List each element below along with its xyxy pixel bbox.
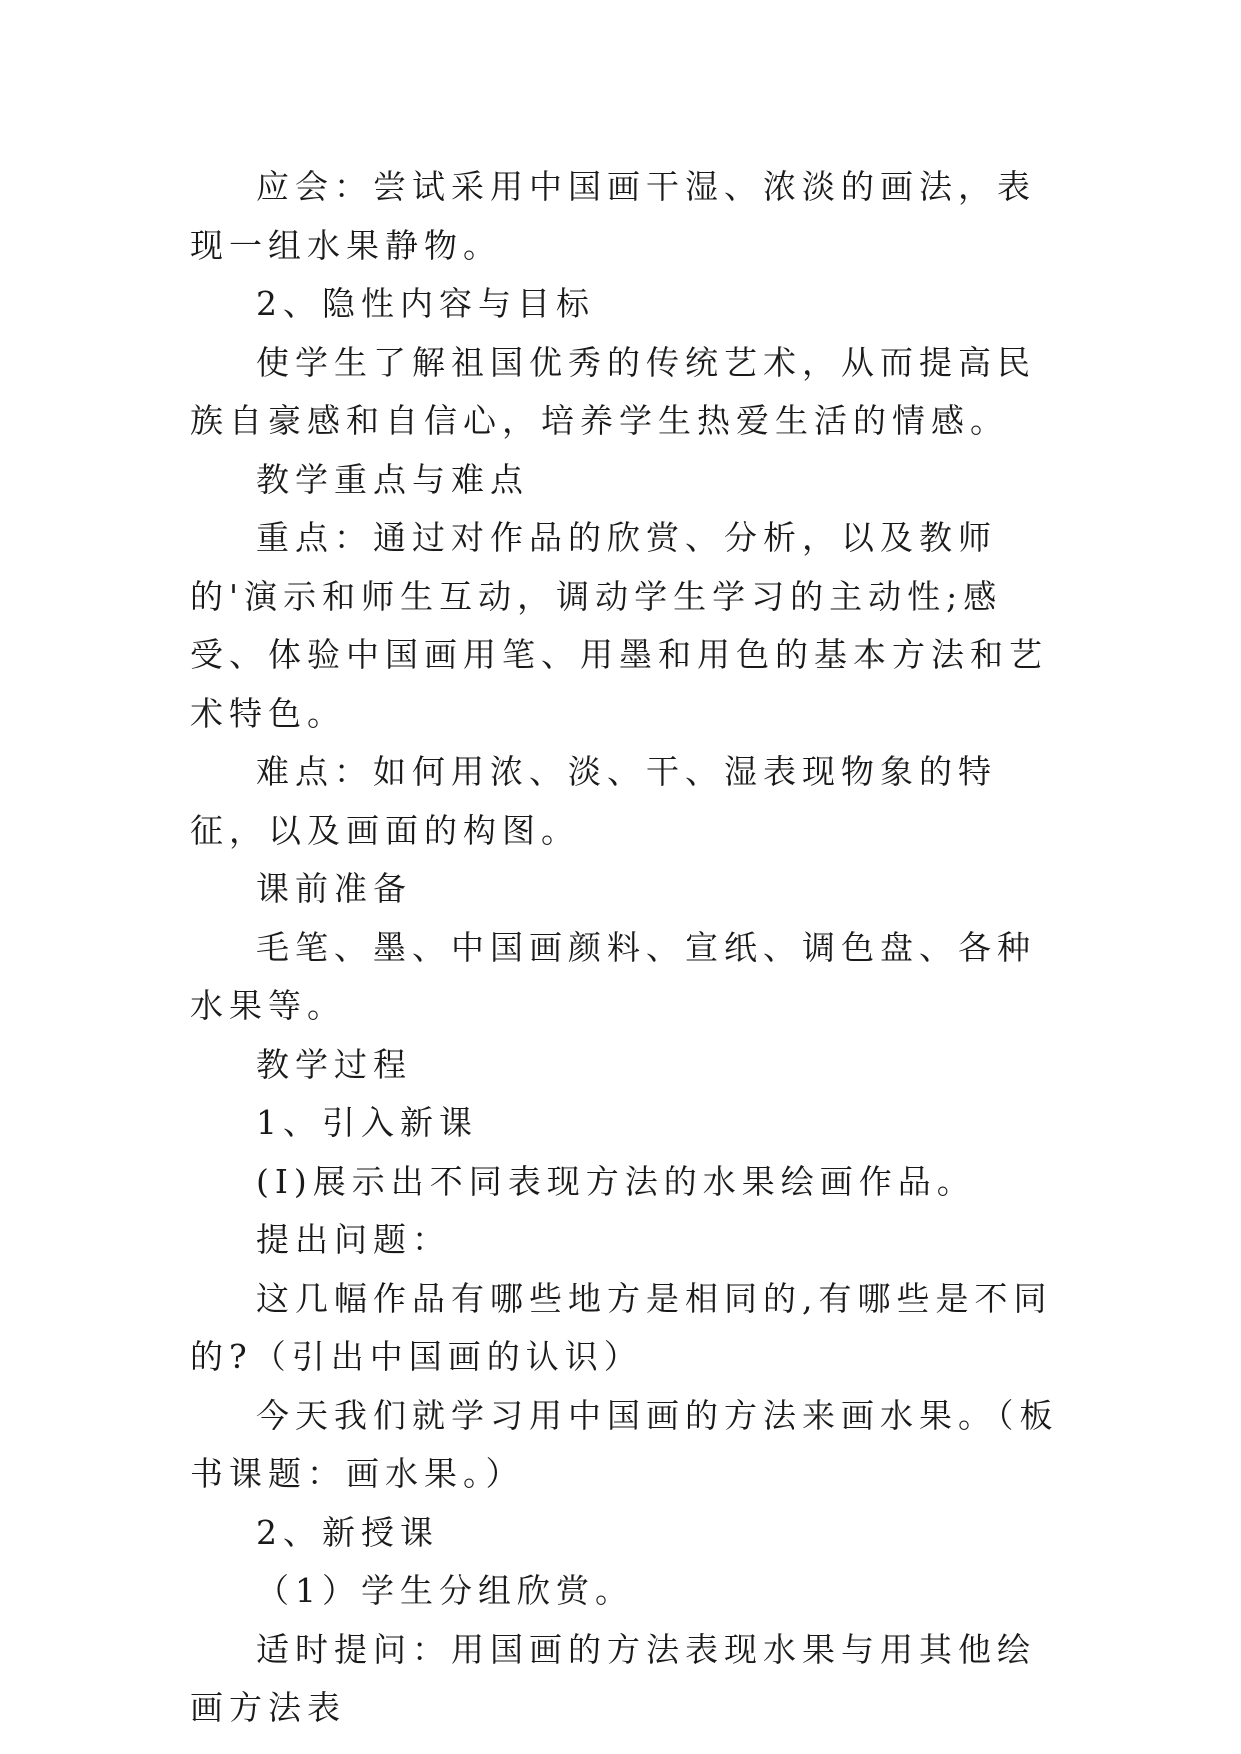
- paragraph-12: 提出问题：: [256, 1220, 451, 1259]
- paragraph-16: （1）学生分组欣赏。: [256, 1571, 634, 1610]
- paragraph-11: (I)展示出不同表现方法的水果绘画作品。: [256, 1161, 976, 1201]
- paragraph-15: 2、新授课: [256, 1512, 439, 1552]
- paragraph-3: 使学生了解祖国优秀的传统艺术，从而提高民族自豪感和自信心，培养学生热爱生活的情感。: [190, 342, 1036, 440]
- paragraph-4: 教学重点与难点: [256, 459, 529, 499]
- document-body: [190, 158, 1060, 1738]
- paragraph-9: 教学过程: [256, 1044, 412, 1084]
- paragraph-2: 2、隐性内容与目标: [256, 284, 595, 323]
- paragraph-14: 今天我们就学习用中国画的方法来画水果。（板书课题：画水果。）: [190, 1395, 1059, 1493]
- paragraph-6: 难点：如何用浓、淡、干、湿表现物象的特征，以及画面的构图。: [190, 752, 997, 850]
- paragraph-13: 这几幅作品有哪些地方是相同的,有哪些是不同的?（引出中国画的认识）: [190, 1278, 1053, 1376]
- paragraph-5: 重点：通过对作品的欣赏、分析，以及教师的'演示和师生互动，调动学生学习的主动性;感受、体验中国画用笔、用墨和用色的基本方法和艺术特色。: [190, 518, 1048, 733]
- paragraph-17: 适时提问：用国画的方法表现水果与用其他绘画方法表: [190, 1629, 1036, 1727]
- paragraph-7: 课前准备: [256, 869, 412, 908]
- paragraph-8: 毛笔、墨、中国画颜料、宣纸、调色盘、各种水果等。: [190, 927, 1036, 1025]
- paragraph-1: 应会：尝试采用中国画干湿、浓淡的画法，表现一组水果静物。: [190, 167, 1036, 265]
- paragraph-10: 1、引入新课: [256, 1103, 478, 1142]
